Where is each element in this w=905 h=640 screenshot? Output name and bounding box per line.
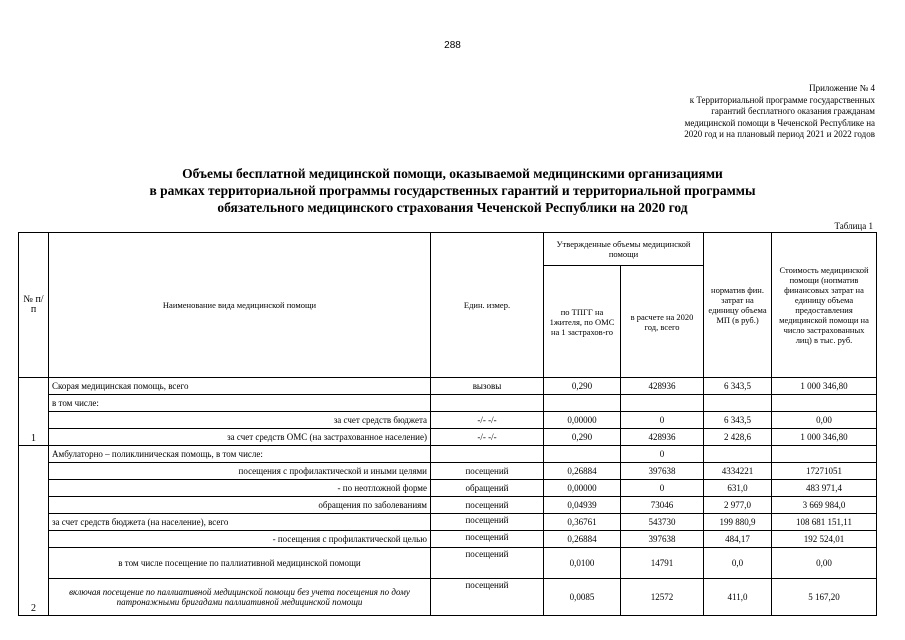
title-line: в рамках территориальной программы государственных гарантий и территориальной программы	[149, 183, 756, 198]
header-total: в расчете на 2020 год, всего	[621, 266, 704, 378]
row-name: за счет средств бюджета	[49, 412, 431, 429]
row-name: за счет средств бюджета (на население), всего	[49, 514, 431, 531]
header-per-tpgg: по ТПГГ на 1жителя, по ОМС на 1 застрахов-го	[544, 266, 621, 378]
row-value: 543730	[621, 514, 704, 531]
row-value: 12572	[621, 579, 704, 616]
row-value	[621, 395, 704, 412]
row-value: 3 669 984,0	[772, 497, 877, 514]
row-value: 14791	[621, 548, 704, 579]
row-value: 0,00000	[544, 412, 621, 429]
row-value: 0,00000	[544, 480, 621, 497]
row-value	[704, 446, 772, 463]
title-line: обязательного медицинского страхования Чеченской Республики на 2020 год	[217, 200, 688, 215]
header-approved: Утвержденные объемы медицинской помощи	[544, 233, 704, 266]
row-unit	[431, 446, 544, 463]
appendix-line: к Территориальной программе государственных	[689, 94, 875, 105]
row-value: 397638	[621, 463, 704, 480]
header-row	[19, 233, 877, 266]
row-name: в том числе:	[49, 395, 431, 412]
row-unit: посещений	[431, 579, 544, 616]
row-value: 6 343,5	[704, 412, 772, 429]
row-value: 1 000 346,80	[772, 378, 877, 395]
table-row	[19, 531, 877, 548]
row-value: 73046	[621, 497, 704, 514]
table-row	[19, 446, 877, 463]
table-row	[19, 497, 877, 514]
row-value: 199 880,9	[704, 514, 772, 531]
row-value: 428936	[621, 378, 704, 395]
row-value: 0,0085	[544, 579, 621, 616]
row-value: 2 428,6	[704, 429, 772, 446]
row-name: за счет средств ОМС (на застрахованное население)	[49, 429, 431, 446]
row-value: 17271051	[772, 463, 877, 480]
page-number: 288	[444, 40, 461, 51]
row-name: - посещения с профилактической целью	[49, 531, 431, 548]
header-cost: Стоимость медицинской помощи (нопматив финансовых затрат на единицу объема предоставления медицинской помощи на число застрахованных лиц) в тыс. руб.	[772, 233, 877, 378]
header-num: № п/п	[19, 233, 49, 378]
appendix-line: 2020 год и на плановый период 2021 и 2022 годов	[684, 129, 875, 139]
row-value: 411,0	[704, 579, 772, 616]
table-row	[19, 378, 877, 395]
row-value: 0	[621, 412, 704, 429]
volumes-table	[18, 232, 877, 616]
title-line: Объемы бесплатной медицинской помощи, оказываемой медицинскими организациями	[182, 166, 723, 181]
group-number: 1	[19, 378, 49, 446]
table-row	[19, 514, 877, 531]
row-value: 484,17	[704, 531, 772, 548]
row-value	[544, 446, 621, 463]
row-name: посещения с профилактической и иными целями	[49, 463, 431, 480]
row-value: 0,26884	[544, 463, 621, 480]
row-value: 0	[621, 446, 704, 463]
table-row	[19, 579, 877, 616]
table-row	[19, 480, 877, 497]
row-value: 108 681 151,11	[772, 514, 877, 531]
group-number: 2	[19, 446, 49, 616]
row-unit: -/- -/-	[431, 412, 544, 429]
table-row	[19, 395, 877, 412]
row-name: обращения по заболеваниям	[49, 497, 431, 514]
row-value: 4334221	[704, 463, 772, 480]
row-name: - по неотложной форме	[49, 480, 431, 497]
row-unit: посещений	[431, 463, 544, 480]
row-value: 483 971,4	[772, 480, 877, 497]
row-unit	[431, 395, 544, 412]
appendix-line: гарантий бесплатного оказания гражданам	[711, 106, 875, 116]
row-value: 0,290	[544, 429, 621, 446]
row-unit: обращений	[431, 480, 544, 497]
row-value: 428936	[621, 429, 704, 446]
appendix-note	[615, 83, 875, 141]
document-title	[0, 165, 905, 216]
header-name: Наименование вида медицинской помощи	[49, 233, 431, 378]
row-value	[772, 446, 877, 463]
row-unit: посещений	[431, 497, 544, 514]
row-value	[704, 395, 772, 412]
table-row	[19, 412, 877, 429]
row-name: в том числе посещение по паллиативной медицинской помощи	[49, 548, 431, 579]
row-value: 0,290	[544, 378, 621, 395]
row-value: 0,0	[704, 548, 772, 579]
row-value: 0,26884	[544, 531, 621, 548]
appendix-line: Приложение № 4	[809, 83, 875, 93]
row-unit: -/- -/-	[431, 429, 544, 446]
row-unit: посещений	[431, 531, 544, 548]
row-value: 0	[621, 480, 704, 497]
row-value: 631,0	[704, 480, 772, 497]
row-name: Скорая медицинская помощь, всего	[49, 378, 431, 395]
row-value: 1 000 346,80	[772, 429, 877, 446]
row-unit: посещений	[431, 548, 544, 579]
row-value: 0,04939	[544, 497, 621, 514]
row-value: 6 343,5	[704, 378, 772, 395]
table-label: Таблица 1	[834, 221, 873, 231]
row-unit: вызовы	[431, 378, 544, 395]
table-row	[19, 548, 877, 579]
table-row	[19, 463, 877, 480]
row-value: 0,36761	[544, 514, 621, 531]
row-value: 5 167,20	[772, 579, 877, 616]
row-name: включая посещение по паллиативной медицинской помощи без учета посещения по дому патронажными бригадами паллиативной медицинской помощи	[49, 579, 431, 616]
header-norm: норматив фин. затрат на единицу объема МП (в руб.)	[704, 233, 772, 378]
row-value: 192 524,01	[772, 531, 877, 548]
row-value: 0,00	[772, 548, 877, 579]
row-value: 397638	[621, 531, 704, 548]
row-value: 2 977,0	[704, 497, 772, 514]
row-value	[772, 395, 877, 412]
table-row	[19, 429, 877, 446]
row-name: Амбулаторно – поликлиническая помощь, в том числе:	[49, 446, 431, 463]
header-unit: Един. измер.	[431, 233, 544, 378]
row-value: 0,0100	[544, 548, 621, 579]
row-value: 0,00	[772, 412, 877, 429]
appendix-line: медицинской помощи в Чеченской Республике на	[684, 117, 875, 128]
row-unit: посещений	[431, 514, 544, 531]
row-value	[544, 395, 621, 412]
